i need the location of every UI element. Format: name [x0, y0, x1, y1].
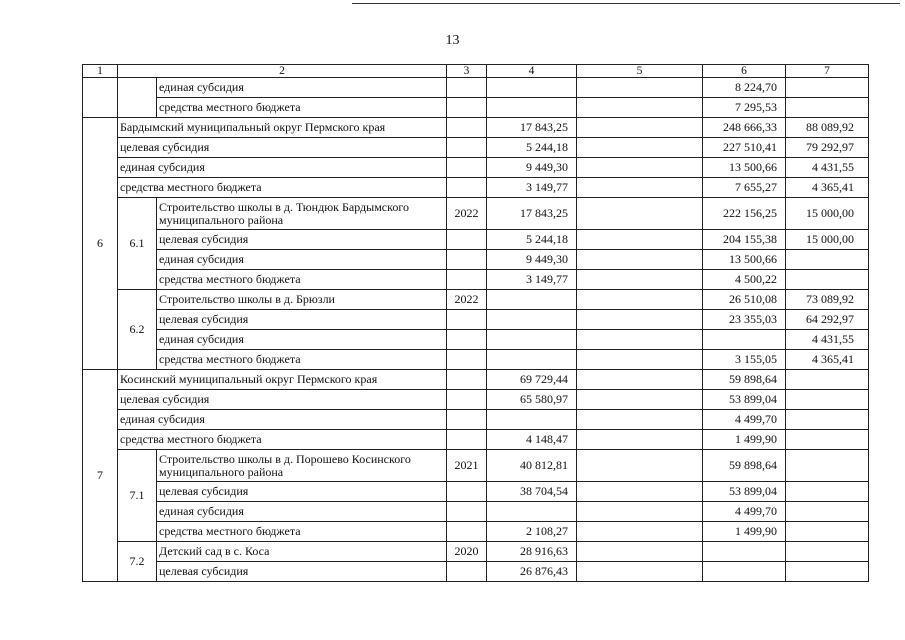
subgroup-number-7-2: 7.2	[118, 542, 157, 582]
year-cell: 2021	[447, 450, 487, 482]
col4-cell: 69 729,44	[487, 370, 577, 390]
year-cell: 2022	[447, 198, 487, 230]
col4-cell: 38 704,54	[487, 482, 577, 502]
table-row	[83, 502, 869, 522]
col4-cell	[487, 310, 577, 330]
col5-cell	[577, 450, 703, 482]
col4-cell: 9 449,30	[487, 250, 577, 270]
table-row	[83, 198, 869, 230]
year-cell	[447, 230, 487, 250]
row-label: единая субсидия	[157, 502, 447, 522]
col7-cell: 15 000,00	[786, 230, 869, 250]
table-row	[83, 562, 869, 582]
col6-cell: 227 510,41	[703, 138, 786, 158]
col6-cell: 204 155,38	[703, 230, 786, 250]
col5-cell	[577, 230, 703, 250]
year-cell	[447, 430, 487, 450]
col7-cell	[786, 430, 869, 450]
col6-cell: 4 499,70	[703, 410, 786, 430]
col5-cell	[577, 250, 703, 270]
row-label: единая субсидия	[118, 410, 447, 430]
col6-cell: 8 224,70	[703, 78, 786, 98]
col7-cell: 64 292,97	[786, 310, 869, 330]
col7-cell	[786, 370, 869, 390]
col6-cell: 23 355,03	[703, 310, 786, 330]
col6-cell: 7 655,27	[703, 178, 786, 198]
col7-cell: 4 365,41	[786, 178, 869, 198]
col7-cell: 88 089,92	[786, 118, 869, 138]
col4-cell: 2 108,27	[487, 522, 577, 542]
year-cell	[447, 350, 487, 370]
row-label: средства местного бюджета	[157, 522, 447, 542]
year-cell	[447, 270, 487, 290]
col7-cell: 4 431,55	[786, 158, 869, 178]
col6-cell: 7 295,53	[703, 98, 786, 118]
row-label: целевая субсидия	[157, 230, 447, 250]
table-row	[83, 158, 869, 178]
col5-cell	[577, 178, 703, 198]
table-row	[83, 250, 869, 270]
subgroup-number-7-1: 7.1	[118, 450, 157, 542]
col6-cell	[703, 542, 786, 562]
col4-cell: 5 244,18	[487, 230, 577, 250]
col5-cell	[577, 98, 703, 118]
col6-cell: 248 666,33	[703, 118, 786, 138]
table-row	[83, 230, 869, 250]
col4-cell: 17 843,25	[487, 118, 577, 138]
col4-cell	[487, 290, 577, 310]
col4-cell: 17 843,25	[487, 198, 577, 230]
header-cell: 1	[83, 65, 118, 78]
table-row	[83, 118, 869, 138]
group-number-6: 6	[83, 118, 118, 370]
col7-cell	[786, 270, 869, 290]
header-rule	[352, 3, 900, 4]
year-cell	[447, 138, 487, 158]
col6-cell: 13 500,66	[703, 250, 786, 270]
year-cell	[447, 178, 487, 198]
col4-cell	[487, 98, 577, 118]
year-cell	[447, 158, 487, 178]
table-row	[83, 450, 869, 482]
col6-cell: 4 499,70	[703, 502, 786, 522]
row-label: целевая субсидия	[118, 138, 447, 158]
page-number: 13	[445, 33, 460, 48]
table-row	[83, 370, 869, 390]
col4-cell	[487, 350, 577, 370]
table-row	[83, 178, 869, 198]
col5-cell	[577, 78, 703, 98]
col5-cell	[577, 350, 703, 370]
year-cell	[447, 310, 487, 330]
col5-cell	[577, 370, 703, 390]
year-cell	[447, 250, 487, 270]
group-number-7: 7	[83, 370, 118, 582]
col6-cell: 1 499,90	[703, 430, 786, 450]
col7-cell	[786, 410, 869, 430]
col7-cell	[786, 502, 869, 522]
subgroup-number-6-1: 6.1	[118, 198, 157, 290]
year-cell	[447, 502, 487, 522]
col6-cell: 53 899,04	[703, 390, 786, 410]
table-row	[83, 290, 869, 310]
year-cell	[447, 98, 487, 118]
row-label: целевая субсидия	[157, 562, 447, 582]
col7-cell	[786, 542, 869, 562]
header-row	[83, 65, 869, 78]
col7-cell	[786, 250, 869, 270]
col6-cell: 59 898,64	[703, 450, 786, 482]
table-row	[83, 390, 869, 410]
col5-cell	[577, 430, 703, 450]
col4-cell: 28 916,63	[487, 542, 577, 562]
col6-cell	[703, 330, 786, 350]
col7-cell	[786, 390, 869, 410]
col4-cell: 65 580,97	[487, 390, 577, 410]
col4-cell: 5 244,18	[487, 138, 577, 158]
group-cell-empty	[83, 78, 118, 118]
row-label: Строительство школы в д. Брюзли	[157, 290, 447, 310]
col7-cell	[786, 482, 869, 502]
col5-cell	[577, 330, 703, 350]
year-cell	[447, 78, 487, 98]
col4-cell	[487, 78, 577, 98]
col4-cell	[487, 330, 577, 350]
col5-cell	[577, 198, 703, 230]
col5-cell	[577, 522, 703, 542]
year-cell	[447, 522, 487, 542]
header-cell: 6	[703, 65, 786, 78]
row-label: Строительство школы в д. Тюндюк Бардымского муниципального района	[157, 198, 447, 230]
col5-cell	[577, 482, 703, 502]
table-row	[83, 98, 869, 118]
year-cell	[447, 562, 487, 582]
row-label: средства местного бюджета	[157, 270, 447, 290]
table-row	[83, 482, 869, 502]
row-label: средства местного бюджета	[157, 350, 447, 370]
row-label: Строительство школы в д. Порошево Косинского муниципального района	[157, 450, 447, 482]
col7-cell	[786, 98, 869, 118]
header-cell: 4	[487, 65, 577, 78]
subgroup-number-6-2: 6.2	[118, 290, 157, 370]
row-label: целевая субсидия	[157, 310, 447, 330]
row-label: Косинский муниципальный округ Пермского края	[118, 370, 447, 390]
col6-cell: 4 500,22	[703, 270, 786, 290]
col7-cell: 4 365,41	[786, 350, 869, 370]
col5-cell	[577, 390, 703, 410]
budget-table	[82, 64, 869, 582]
col7-cell: 79 292,97	[786, 138, 869, 158]
col4-cell: 26 876,43	[487, 562, 577, 582]
row-label: единая субсидия	[157, 250, 447, 270]
col7-cell: 15 000,00	[786, 198, 869, 230]
col5-cell	[577, 138, 703, 158]
year-cell	[447, 330, 487, 350]
col7-cell	[786, 522, 869, 542]
col6-cell	[703, 562, 786, 582]
col5-cell	[577, 118, 703, 138]
col6-cell: 3 155,05	[703, 350, 786, 370]
col4-cell: 4 148,47	[487, 430, 577, 450]
table-row	[83, 270, 869, 290]
col4-cell	[487, 502, 577, 522]
header-cell: 7	[786, 65, 869, 78]
col5-cell	[577, 562, 703, 582]
table-row	[83, 410, 869, 430]
header-cell: 3	[447, 65, 487, 78]
year-cell	[447, 390, 487, 410]
row-label: единая субсидия	[118, 158, 447, 178]
year-cell: 2020	[447, 542, 487, 562]
col6-cell: 59 898,64	[703, 370, 786, 390]
header-cell: 2	[118, 65, 447, 78]
col4-cell: 40 812,81	[487, 450, 577, 482]
table-row	[83, 522, 869, 542]
col5-cell	[577, 310, 703, 330]
row-label: средства местного бюджета	[118, 430, 447, 450]
row-label: Бардымский муниципальный округ Пермского края	[118, 118, 447, 138]
year-cell	[447, 370, 487, 390]
row-label: единая субсидия	[157, 330, 447, 350]
col7-cell	[786, 450, 869, 482]
col6-cell: 1 499,90	[703, 522, 786, 542]
col7-cell	[786, 562, 869, 582]
col7-cell: 73 089,92	[786, 290, 869, 310]
table-row	[83, 350, 869, 370]
row-label: целевая субсидия	[118, 390, 447, 410]
table-row	[83, 430, 869, 450]
table-row	[83, 330, 869, 350]
col6-cell: 13 500,66	[703, 158, 786, 178]
col4-cell	[487, 410, 577, 430]
col5-cell	[577, 270, 703, 290]
year-cell: 2022	[447, 290, 487, 310]
col6-cell: 222 156,25	[703, 198, 786, 230]
year-cell	[447, 482, 487, 502]
col4-cell: 3 149,77	[487, 178, 577, 198]
col6-cell: 53 899,04	[703, 482, 786, 502]
col7-cell: 4 431,55	[786, 330, 869, 350]
header-cell: 5	[577, 65, 703, 78]
col5-cell	[577, 542, 703, 562]
year-cell	[447, 410, 487, 430]
year-cell	[447, 118, 487, 138]
col5-cell	[577, 290, 703, 310]
row-label: средства местного бюджета	[157, 98, 447, 118]
col5-cell	[577, 158, 703, 178]
table-row	[83, 78, 869, 98]
table-row	[83, 138, 869, 158]
col7-cell	[786, 78, 869, 98]
row-label: Детский сад в с. Коса	[157, 542, 447, 562]
table-row	[83, 542, 869, 562]
col6-cell: 26 510,08	[703, 290, 786, 310]
row-label: средства местного бюджета	[118, 178, 447, 198]
subgroup-cell-empty	[118, 78, 157, 118]
row-label: целевая субсидия	[157, 482, 447, 502]
table-row	[83, 310, 869, 330]
col5-cell	[577, 502, 703, 522]
row-label: единая субсидия	[157, 78, 447, 98]
col4-cell: 3 149,77	[487, 270, 577, 290]
col5-cell	[577, 410, 703, 430]
col4-cell: 9 449,30	[487, 158, 577, 178]
